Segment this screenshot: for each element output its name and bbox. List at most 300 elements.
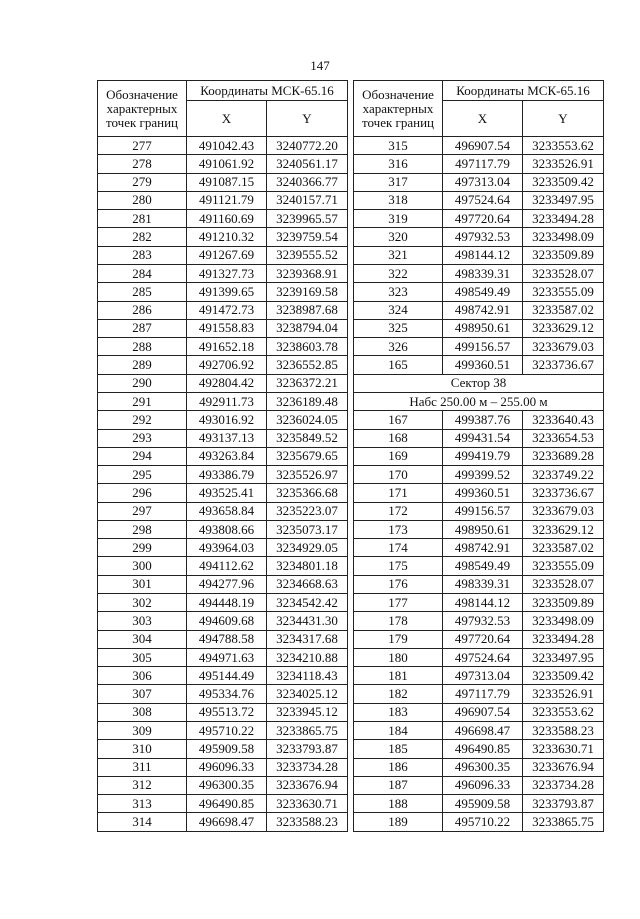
x-coordinate-cell: 497720.64 bbox=[443, 630, 523, 648]
y-coordinate-cell: 3233865.75 bbox=[523, 813, 604, 832]
y-coordinate-cell: 3233526.91 bbox=[523, 155, 604, 173]
table-row bbox=[98, 319, 348, 337]
point-number-cell: 277 bbox=[98, 137, 187, 155]
sector-title: Сектор 38 bbox=[354, 374, 604, 392]
y-coordinate-cell: 3239555.52 bbox=[267, 246, 348, 264]
table-row bbox=[354, 776, 604, 794]
point-number-cell: 286 bbox=[98, 301, 187, 319]
table-row bbox=[98, 520, 348, 538]
table-row bbox=[354, 283, 604, 301]
table-row bbox=[354, 740, 604, 758]
y-coordinate-cell: 3233553.62 bbox=[523, 137, 604, 155]
table-row bbox=[98, 575, 348, 593]
y-coordinate-cell: 3240366.77 bbox=[267, 173, 348, 191]
table-row bbox=[354, 319, 604, 337]
x-coordinate-cell: 491210.32 bbox=[187, 228, 267, 246]
table-row bbox=[354, 246, 604, 264]
table-row bbox=[354, 813, 604, 832]
point-number-cell: 285 bbox=[98, 283, 187, 301]
y-coordinate-cell: 3233555.09 bbox=[523, 283, 604, 301]
table-row bbox=[98, 210, 348, 228]
x-coordinate-cell: 497524.64 bbox=[443, 191, 523, 209]
table-row bbox=[98, 813, 348, 832]
table-row bbox=[354, 722, 604, 740]
y-coordinate-cell: 3233528.07 bbox=[523, 575, 604, 593]
table-row bbox=[354, 466, 604, 484]
point-number-cell: 291 bbox=[98, 392, 187, 410]
table-row bbox=[354, 575, 604, 593]
point-number-cell: 294 bbox=[98, 447, 187, 465]
x-coordinate-cell: 499419.79 bbox=[443, 447, 523, 465]
y-coordinate-cell: 3233498.09 bbox=[523, 228, 604, 246]
table-row bbox=[98, 301, 348, 319]
point-number-cell: 299 bbox=[98, 539, 187, 557]
point-number-cell: 306 bbox=[98, 667, 187, 685]
y-coordinate-cell: 3233553.62 bbox=[523, 703, 604, 721]
y-coordinate-cell: 3233865.75 bbox=[267, 722, 348, 740]
point-number-cell: 171 bbox=[354, 484, 443, 502]
table-row bbox=[98, 155, 348, 173]
table-row bbox=[354, 429, 604, 447]
x-coordinate-cell: 498144.12 bbox=[443, 246, 523, 264]
x-coordinate-cell: 494788.58 bbox=[187, 630, 267, 648]
y-coordinate-cell: 3234025.12 bbox=[267, 685, 348, 703]
y-coordinate-cell: 3233679.03 bbox=[523, 502, 604, 520]
table-row bbox=[354, 447, 604, 465]
x-coordinate-cell: 491121.79 bbox=[187, 191, 267, 209]
point-number-cell: 176 bbox=[354, 575, 443, 593]
y-coordinate-cell: 3233629.12 bbox=[523, 520, 604, 538]
table-row bbox=[98, 374, 348, 392]
table-row bbox=[354, 795, 604, 813]
point-number-cell: 303 bbox=[98, 612, 187, 630]
x-coordinate-cell: 498950.61 bbox=[443, 520, 523, 538]
point-number-cell: 279 bbox=[98, 173, 187, 191]
y-coordinate-cell: 3233629.12 bbox=[523, 319, 604, 337]
y-coordinate-cell: 3233734.28 bbox=[523, 776, 604, 794]
point-number-cell: 168 bbox=[354, 429, 443, 447]
y-coordinate-cell: 3233676.94 bbox=[267, 776, 348, 794]
table-row bbox=[354, 758, 604, 776]
x-coordinate-cell: 496490.85 bbox=[443, 740, 523, 758]
point-label-header: Обозначение характерных точек границ bbox=[98, 81, 187, 137]
point-number-cell: 300 bbox=[98, 557, 187, 575]
point-number-cell: 316 bbox=[354, 155, 443, 173]
y-coordinate-cell: 3236552.85 bbox=[267, 356, 348, 374]
y-coordinate-cell: 3233588.23 bbox=[267, 813, 348, 832]
y-coordinate-cell: 3239169.58 bbox=[267, 283, 348, 301]
point-number-cell: 187 bbox=[354, 776, 443, 794]
table-row bbox=[354, 685, 604, 703]
y-header: Y bbox=[523, 101, 604, 137]
x-coordinate-cell: 499360.51 bbox=[443, 356, 523, 374]
point-number-cell: 280 bbox=[98, 191, 187, 209]
y-coordinate-cell: 3235366.68 bbox=[267, 484, 348, 502]
table-row bbox=[354, 630, 604, 648]
x-coordinate-cell: 499360.51 bbox=[443, 484, 523, 502]
y-coordinate-cell: 3233679.03 bbox=[523, 338, 604, 356]
table-row bbox=[98, 539, 348, 557]
x-coordinate-cell: 495513.72 bbox=[187, 703, 267, 721]
x-coordinate-cell: 497313.04 bbox=[443, 667, 523, 685]
x-coordinate-cell: 495909.58 bbox=[443, 795, 523, 813]
table-row bbox=[354, 411, 604, 429]
point-number-cell: 172 bbox=[354, 502, 443, 520]
table-row bbox=[354, 173, 604, 191]
coordinates-table-left bbox=[97, 80, 348, 832]
point-number-cell: 173 bbox=[354, 520, 443, 538]
point-number-cell: 179 bbox=[354, 630, 443, 648]
y-coordinate-cell: 3233676.94 bbox=[523, 758, 604, 776]
y-coordinate-cell: 3239368.91 bbox=[267, 264, 348, 282]
table-row bbox=[98, 703, 348, 721]
table-row bbox=[98, 502, 348, 520]
x-coordinate-cell: 494609.68 bbox=[187, 612, 267, 630]
y-coordinate-cell: 3233587.02 bbox=[523, 301, 604, 319]
point-number-cell: 170 bbox=[354, 466, 443, 484]
point-number-cell: 302 bbox=[98, 594, 187, 612]
y-coordinate-cell: 3233736.67 bbox=[523, 484, 604, 502]
point-number-cell: 292 bbox=[98, 411, 187, 429]
point-number-cell: 284 bbox=[98, 264, 187, 282]
y-coordinate-cell: 3234317.68 bbox=[267, 630, 348, 648]
x-coordinate-cell: 495144.49 bbox=[187, 667, 267, 685]
x-coordinate-cell: 499156.57 bbox=[443, 502, 523, 520]
y-coordinate-cell: 3240157.71 bbox=[267, 191, 348, 209]
table-row bbox=[98, 429, 348, 447]
table-row bbox=[354, 137, 604, 155]
table-row bbox=[98, 392, 348, 410]
x-coordinate-cell: 494277.96 bbox=[187, 575, 267, 593]
y-coordinate-cell: 3235526.97 bbox=[267, 466, 348, 484]
table-row bbox=[98, 466, 348, 484]
page-number: 147 bbox=[310, 58, 330, 73]
point-number-cell: 318 bbox=[354, 191, 443, 209]
point-number-cell: 312 bbox=[98, 776, 187, 794]
x-coordinate-cell: 494112.62 bbox=[187, 557, 267, 575]
point-number-cell: 288 bbox=[98, 338, 187, 356]
point-number-cell: 325 bbox=[354, 319, 443, 337]
x-coordinate-cell: 497932.53 bbox=[443, 228, 523, 246]
point-number-cell: 319 bbox=[354, 210, 443, 228]
table-row bbox=[354, 520, 604, 538]
y-coordinate-cell: 3233497.95 bbox=[523, 191, 604, 209]
point-number-cell: 189 bbox=[354, 813, 443, 832]
x-coordinate-cell: 491042.43 bbox=[187, 137, 267, 155]
x-coordinate-cell: 491087.15 bbox=[187, 173, 267, 191]
table-row bbox=[98, 246, 348, 264]
x-coordinate-cell: 492706.92 bbox=[187, 356, 267, 374]
y-coordinate-cell: 3233528.07 bbox=[523, 264, 604, 282]
y-coordinate-cell: 3234431.30 bbox=[267, 612, 348, 630]
y-coordinate-cell: 3233498.09 bbox=[523, 612, 604, 630]
point-number-cell: 298 bbox=[98, 520, 187, 538]
y-coordinate-cell: 3236189.48 bbox=[267, 392, 348, 410]
table-row bbox=[98, 722, 348, 740]
sector-row bbox=[354, 392, 604, 410]
point-number-cell: 322 bbox=[354, 264, 443, 282]
y-coordinate-cell: 3240561.17 bbox=[267, 155, 348, 173]
point-number-cell: 177 bbox=[354, 594, 443, 612]
x-coordinate-cell: 497524.64 bbox=[443, 648, 523, 666]
point-number-cell: 314 bbox=[98, 813, 187, 832]
x-coordinate-cell: 494448.19 bbox=[187, 594, 267, 612]
x-header: X bbox=[187, 101, 267, 137]
point-number-cell: 305 bbox=[98, 648, 187, 666]
y-coordinate-cell: 3233587.02 bbox=[523, 539, 604, 557]
point-number-cell: 324 bbox=[354, 301, 443, 319]
table-row bbox=[98, 137, 348, 155]
y-coordinate-cell: 3240772.20 bbox=[267, 137, 348, 155]
y-coordinate-cell: 3233494.28 bbox=[523, 630, 604, 648]
x-coordinate-cell: 491160.69 bbox=[187, 210, 267, 228]
point-number-cell: 181 bbox=[354, 667, 443, 685]
point-number-cell: 283 bbox=[98, 246, 187, 264]
y-coordinate-cell: 3233509.89 bbox=[523, 246, 604, 264]
y-coordinate-cell: 3233588.23 bbox=[523, 722, 604, 740]
x-coordinate-cell: 496300.35 bbox=[187, 776, 267, 794]
x-header: X bbox=[443, 101, 523, 137]
table-row bbox=[354, 557, 604, 575]
x-coordinate-cell: 493137.13 bbox=[187, 429, 267, 447]
point-number-cell: 326 bbox=[354, 338, 443, 356]
x-coordinate-cell: 494971.63 bbox=[187, 648, 267, 666]
coordinates-table-right bbox=[353, 80, 604, 832]
x-coordinate-cell: 495710.22 bbox=[443, 813, 523, 832]
table-row bbox=[354, 612, 604, 630]
point-number-cell: 180 bbox=[354, 648, 443, 666]
table-row bbox=[98, 283, 348, 301]
point-number-cell: 320 bbox=[354, 228, 443, 246]
x-coordinate-cell: 492911.73 bbox=[187, 392, 267, 410]
coords-label-header: Координаты МСК-65.16 bbox=[443, 81, 604, 101]
x-coordinate-cell: 493964.03 bbox=[187, 539, 267, 557]
x-coordinate-cell: 496490.85 bbox=[187, 795, 267, 813]
x-coordinate-cell: 491327.73 bbox=[187, 264, 267, 282]
y-coordinate-cell: 3234801.18 bbox=[267, 557, 348, 575]
y-coordinate-cell: 3239759.54 bbox=[267, 228, 348, 246]
x-coordinate-cell: 491558.83 bbox=[187, 319, 267, 337]
left-table-body bbox=[98, 137, 348, 832]
x-coordinate-cell: 491061.92 bbox=[187, 155, 267, 173]
table-row bbox=[98, 356, 348, 374]
y-coordinate-cell: 3236372.21 bbox=[267, 374, 348, 392]
table-row bbox=[98, 740, 348, 758]
x-coordinate-cell: 497313.04 bbox=[443, 173, 523, 191]
table-row bbox=[98, 447, 348, 465]
y-coordinate-cell: 3234118.43 bbox=[267, 667, 348, 685]
table-row bbox=[98, 411, 348, 429]
x-coordinate-cell: 493263.84 bbox=[187, 447, 267, 465]
table-row bbox=[354, 703, 604, 721]
point-number-cell: 186 bbox=[354, 758, 443, 776]
y-coordinate-cell: 3233945.12 bbox=[267, 703, 348, 721]
x-coordinate-cell: 498742.91 bbox=[443, 539, 523, 557]
y-coordinate-cell: 3233509.42 bbox=[523, 667, 604, 685]
y-coordinate-cell: 3234542.42 bbox=[267, 594, 348, 612]
table-row bbox=[354, 301, 604, 319]
y-coordinate-cell: 3234929.05 bbox=[267, 539, 348, 557]
x-coordinate-cell: 496698.47 bbox=[443, 722, 523, 740]
x-coordinate-cell: 491652.18 bbox=[187, 338, 267, 356]
y-coordinate-cell: 3233630.71 bbox=[267, 795, 348, 813]
x-coordinate-cell: 496300.35 bbox=[443, 758, 523, 776]
x-coordinate-cell: 493808.66 bbox=[187, 520, 267, 538]
point-number-cell: 174 bbox=[354, 539, 443, 557]
table-row bbox=[98, 667, 348, 685]
table-row bbox=[354, 648, 604, 666]
x-coordinate-cell: 495909.58 bbox=[187, 740, 267, 758]
table-row bbox=[354, 210, 604, 228]
point-number-cell: 167 bbox=[354, 411, 443, 429]
point-number-cell: 293 bbox=[98, 429, 187, 447]
x-coordinate-cell: 499387.76 bbox=[443, 411, 523, 429]
table-row bbox=[98, 594, 348, 612]
x-coordinate-cell: 495710.22 bbox=[187, 722, 267, 740]
sector-height-range: Набс 250.00 м – 255.00 м bbox=[354, 392, 604, 410]
point-number-cell: 290 bbox=[98, 374, 187, 392]
x-coordinate-cell: 498950.61 bbox=[443, 319, 523, 337]
table-row bbox=[354, 264, 604, 282]
x-coordinate-cell: 497117.79 bbox=[443, 685, 523, 703]
table-row bbox=[98, 648, 348, 666]
point-number-cell: 315 bbox=[354, 137, 443, 155]
table-row bbox=[354, 191, 604, 209]
point-number-cell: 317 bbox=[354, 173, 443, 191]
table-row bbox=[98, 338, 348, 356]
table-row bbox=[354, 228, 604, 246]
coordinate-tables bbox=[97, 80, 602, 832]
point-number-cell: 297 bbox=[98, 502, 187, 520]
x-coordinate-cell: 496096.33 bbox=[187, 758, 267, 776]
table-row bbox=[98, 191, 348, 209]
table-row bbox=[354, 155, 604, 173]
x-coordinate-cell: 496907.54 bbox=[443, 703, 523, 721]
table-row bbox=[98, 557, 348, 575]
point-number-cell: 282 bbox=[98, 228, 187, 246]
y-coordinate-cell: 3233640.43 bbox=[523, 411, 604, 429]
x-coordinate-cell: 491399.65 bbox=[187, 283, 267, 301]
x-coordinate-cell: 496698.47 bbox=[187, 813, 267, 832]
y-coordinate-cell: 3233654.53 bbox=[523, 429, 604, 447]
point-number-cell: 304 bbox=[98, 630, 187, 648]
y-coordinate-cell: 3233555.09 bbox=[523, 557, 604, 575]
point-number-cell: 169 bbox=[354, 447, 443, 465]
table-row bbox=[354, 594, 604, 612]
x-coordinate-cell: 497720.64 bbox=[443, 210, 523, 228]
table-row bbox=[354, 502, 604, 520]
table-row bbox=[98, 795, 348, 813]
point-number-cell: 289 bbox=[98, 356, 187, 374]
x-coordinate-cell: 499431.54 bbox=[443, 429, 523, 447]
x-coordinate-cell: 497932.53 bbox=[443, 612, 523, 630]
y-coordinate-cell: 3233749.22 bbox=[523, 466, 604, 484]
table-row bbox=[98, 173, 348, 191]
y-coordinate-cell: 3233734.28 bbox=[267, 758, 348, 776]
x-coordinate-cell: 495334.76 bbox=[187, 685, 267, 703]
point-number-cell: 287 bbox=[98, 319, 187, 337]
x-coordinate-cell: 498549.49 bbox=[443, 283, 523, 301]
point-number-cell: 309 bbox=[98, 722, 187, 740]
point-number-cell: 165 bbox=[354, 356, 443, 374]
y-coordinate-cell: 3233793.87 bbox=[267, 740, 348, 758]
point-number-cell: 178 bbox=[354, 612, 443, 630]
y-coordinate-cell: 3239965.57 bbox=[267, 210, 348, 228]
point-number-cell: 184 bbox=[354, 722, 443, 740]
table-row bbox=[354, 356, 604, 374]
x-coordinate-cell: 492804.42 bbox=[187, 374, 267, 392]
table-row bbox=[98, 264, 348, 282]
table-row bbox=[98, 685, 348, 703]
table-row bbox=[98, 630, 348, 648]
coords-label-header: Координаты МСК-65.16 bbox=[187, 81, 348, 101]
table-row bbox=[354, 338, 604, 356]
y-coordinate-cell: 3233526.91 bbox=[523, 685, 604, 703]
x-coordinate-cell: 498742.91 bbox=[443, 301, 523, 319]
point-number-cell: 185 bbox=[354, 740, 443, 758]
x-coordinate-cell: 493525.41 bbox=[187, 484, 267, 502]
point-number-cell: 301 bbox=[98, 575, 187, 593]
point-number-cell: 296 bbox=[98, 484, 187, 502]
y-coordinate-cell: 3235073.17 bbox=[267, 520, 348, 538]
point-number-cell: 307 bbox=[98, 685, 187, 703]
point-number-cell: 323 bbox=[354, 283, 443, 301]
x-coordinate-cell: 491472.73 bbox=[187, 301, 267, 319]
point-label-header: Обозначение характерных точек границ bbox=[354, 81, 443, 137]
y-coordinate-cell: 3233497.95 bbox=[523, 648, 604, 666]
y-coordinate-cell: 3236024.05 bbox=[267, 411, 348, 429]
point-number-cell: 281 bbox=[98, 210, 187, 228]
x-coordinate-cell: 497117.79 bbox=[443, 155, 523, 173]
x-coordinate-cell: 498339.31 bbox=[443, 264, 523, 282]
y-coordinate-cell: 3234210.88 bbox=[267, 648, 348, 666]
x-coordinate-cell: 499156.57 bbox=[443, 338, 523, 356]
x-coordinate-cell: 491267.69 bbox=[187, 246, 267, 264]
y-coordinate-cell: 3233509.42 bbox=[523, 173, 604, 191]
y-coordinate-cell: 3235849.52 bbox=[267, 429, 348, 447]
point-number-cell: 310 bbox=[98, 740, 187, 758]
y-coordinate-cell: 3238603.78 bbox=[267, 338, 348, 356]
table-row bbox=[354, 667, 604, 685]
point-number-cell: 278 bbox=[98, 155, 187, 173]
point-number-cell: 321 bbox=[354, 246, 443, 264]
right-table-body bbox=[354, 137, 604, 832]
y-coordinate-cell: 3238987.68 bbox=[267, 301, 348, 319]
x-coordinate-cell: 496907.54 bbox=[443, 137, 523, 155]
point-number-cell: 188 bbox=[354, 795, 443, 813]
y-coordinate-cell: 3234668.63 bbox=[267, 575, 348, 593]
table-row bbox=[98, 484, 348, 502]
point-number-cell: 311 bbox=[98, 758, 187, 776]
table-row bbox=[354, 484, 604, 502]
y-coordinate-cell: 3238794.04 bbox=[267, 319, 348, 337]
y-coordinate-cell: 3233736.67 bbox=[523, 356, 604, 374]
table-row bbox=[98, 228, 348, 246]
y-coordinate-cell: 3233689.28 bbox=[523, 447, 604, 465]
x-coordinate-cell: 499399.52 bbox=[443, 466, 523, 484]
y-coordinate-cell: 3235223.07 bbox=[267, 502, 348, 520]
x-coordinate-cell: 493658.84 bbox=[187, 502, 267, 520]
y-header: Y bbox=[267, 101, 348, 137]
table-row bbox=[98, 776, 348, 794]
x-coordinate-cell: 498339.31 bbox=[443, 575, 523, 593]
x-coordinate-cell: 498144.12 bbox=[443, 594, 523, 612]
y-coordinate-cell: 3233494.28 bbox=[523, 210, 604, 228]
y-coordinate-cell: 3233509.89 bbox=[523, 594, 604, 612]
x-coordinate-cell: 496096.33 bbox=[443, 776, 523, 794]
table-row bbox=[354, 539, 604, 557]
point-number-cell: 182 bbox=[354, 685, 443, 703]
